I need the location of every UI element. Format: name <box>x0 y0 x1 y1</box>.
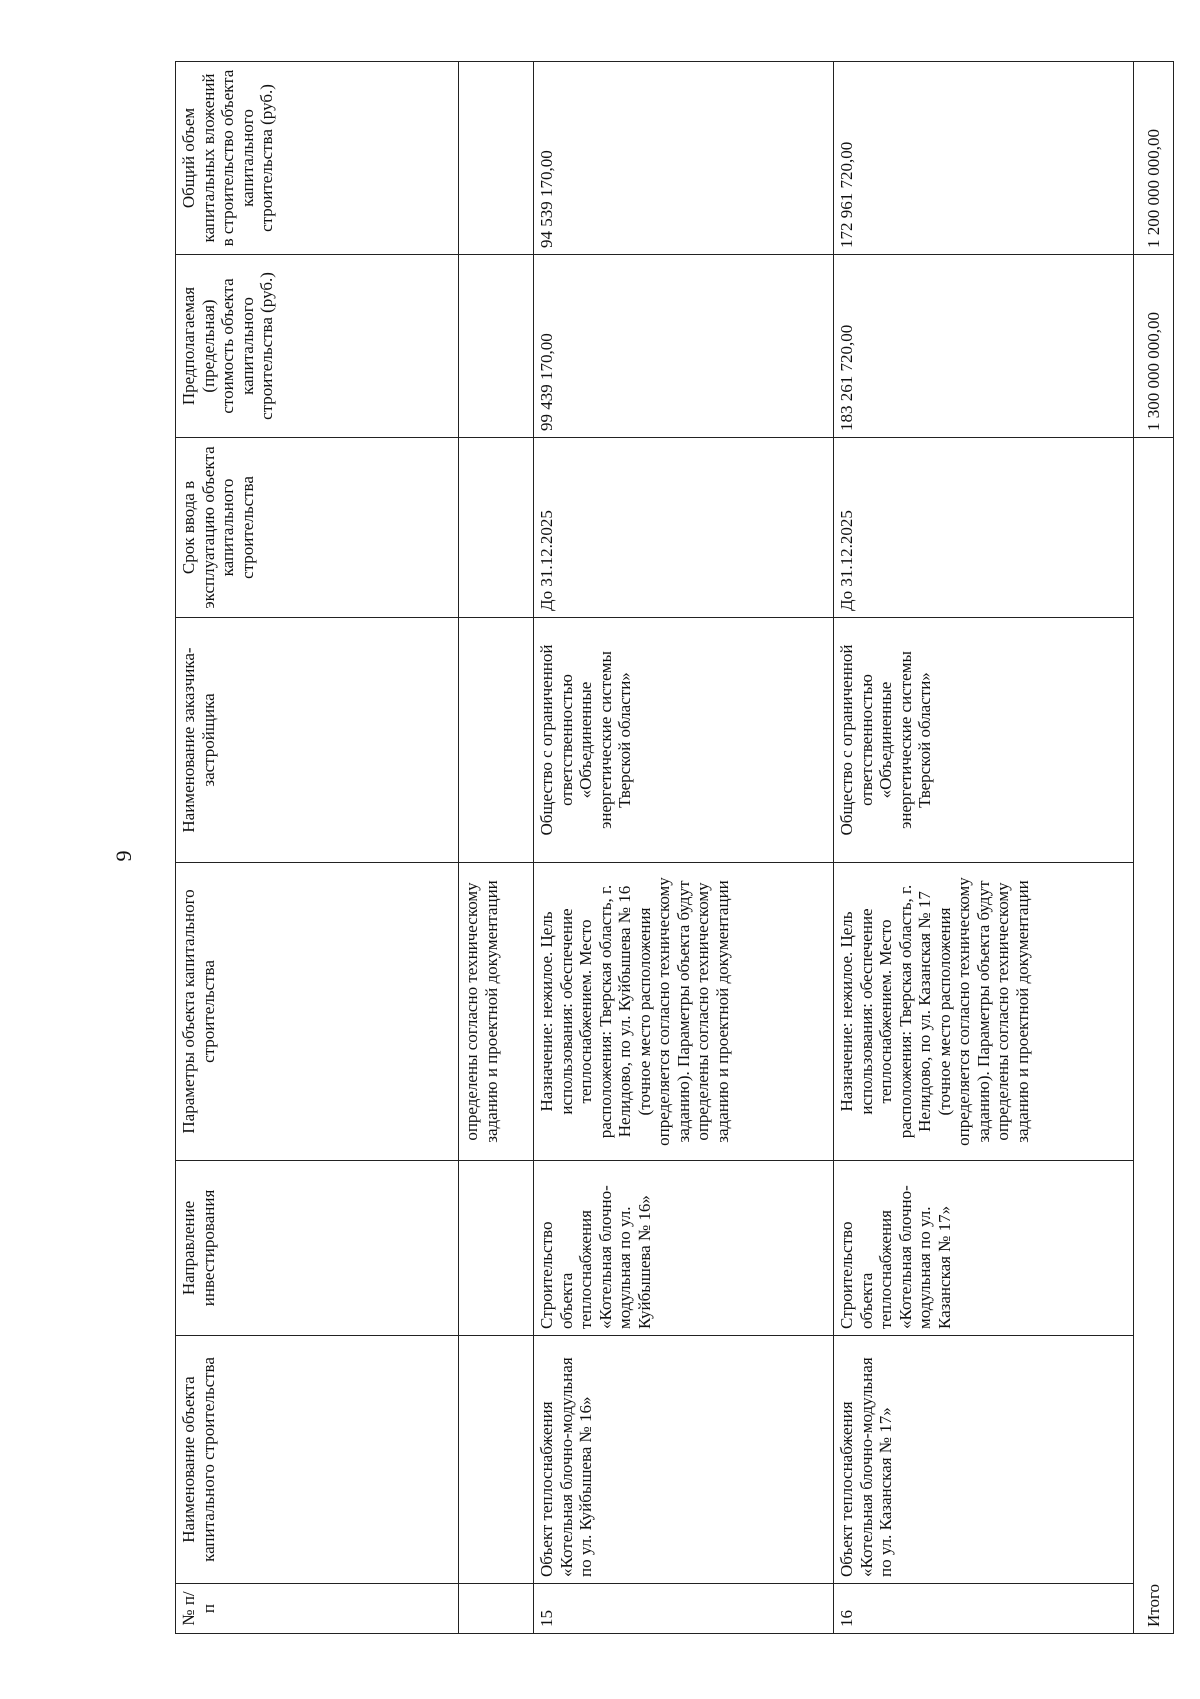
cell-object-name: Объект теплоснабжения «Котельная блочно-модульная по ул. Казанская № 17» <box>834 1336 1134 1584</box>
investment-table <box>175 61 1174 1634</box>
cell-deadline: До 31.12.2025 <box>534 438 834 618</box>
rotated-table-container <box>175 62 1163 1634</box>
header-direction: Направление инвестирования <box>176 1161 459 1336</box>
cell-customer: Общество с ограниченной ответственностью «Объединенные энергетические системы Тверской области» <box>534 618 834 863</box>
cell-parameters: Назначение: нежилое. Цель использования: обеспечение теплоснабжением. Место расположения: Тверская область, г. Нелидово, по ул. Куйбышева № 16 (точное место расположения определяется согласно техническому заданию). Параметры объекта будут определены согласно техническому заданию и проектной документации <box>534 863 834 1161</box>
cell-est-cost: 99 439 170,00 <box>534 255 834 438</box>
table-header-row <box>176 62 459 1634</box>
table-total-row <box>1134 62 1174 1634</box>
cell-total-invest: 172 961 720,00 <box>834 62 1134 255</box>
table-row <box>834 62 1134 1634</box>
cell-direction: Строительство объекта теплоснабжения «Котельная блочно-модульная по ул. Казанская № 17» <box>834 1161 1134 1336</box>
header-num: № п/п <box>176 1584 459 1634</box>
header-est-cost: Предполагаемая (предельная) стоимость объекта капитального строительства (руб.) <box>176 255 459 438</box>
cell-deadline: До 31.12.2025 <box>834 438 1134 618</box>
cell-total-label: Итого <box>1134 438 1174 1634</box>
header-object-name: Наименование объекта капитального строительства <box>176 1336 459 1584</box>
header-total-invest: Общий объем капитальных вложений в строительство объекта капитального строительства (руб.) <box>176 62 459 255</box>
table-row-continuation <box>459 62 534 1634</box>
header-parameters: Параметры объекта капитального строительства <box>176 863 459 1161</box>
cell-total-invest-sum: 1 200 000 000,00 <box>1134 62 1174 255</box>
cell-parameters-continuation: определены согласно техническому заданию и проектной документации <box>459 863 534 1161</box>
cell-customer: Общество с ограниченной ответственностью «Объединенные энергетические системы Тверской области» <box>834 618 1134 863</box>
cell-total-invest: 94 539 170,00 <box>534 62 834 255</box>
cell-total-est-cost: 1 300 000 000,00 <box>1134 255 1174 438</box>
header-deadline: Срок ввода в эксплуатацию объекта капитального строительства <box>176 438 459 618</box>
cell-object-name: Объект теплоснабжения «Котельная блочно-модульная по ул. Куйбышева № 16» <box>534 1336 834 1584</box>
cell-parameters: Назначение: нежилое. Цель использования: обеспечение теплоснабжением. Место расположения: Тверская область, г. Нелидово, по ул. Казанская № 17 (точное место расположения определяется согласно техническому заданию). Параметры объекта будут определены согласно техническому заданию и проектной документации <box>834 863 1134 1161</box>
table-row <box>534 62 834 1634</box>
header-customer: Наименование заказчика-застройщика <box>176 618 459 863</box>
cell-num: 15 <box>534 1584 834 1634</box>
cell-direction: Строительство объекта теплоснабжения «Котельная блочно-модульная по ул. Куйбышева № 16» <box>534 1161 834 1336</box>
cell-num: 16 <box>834 1584 1134 1634</box>
cell-est-cost: 183 261 720,00 <box>834 255 1134 438</box>
page-number: 9 <box>111 850 136 862</box>
